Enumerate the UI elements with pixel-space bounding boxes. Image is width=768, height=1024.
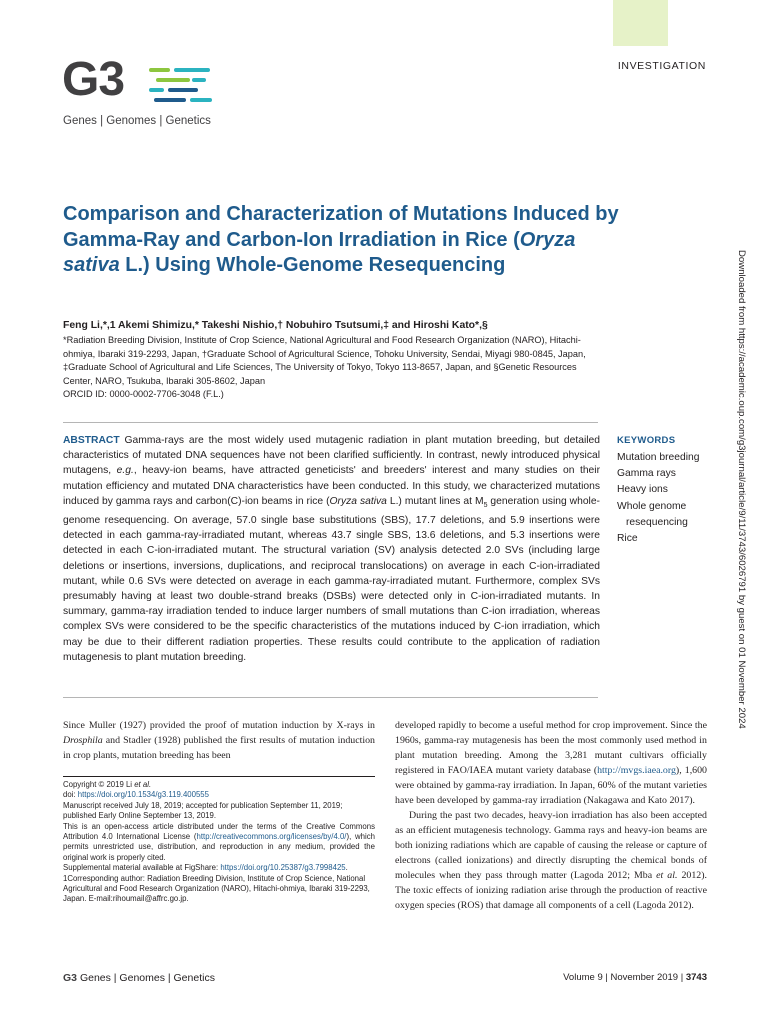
abstract: ABSTRACT Gamma-rays are the most widely used mutagenic radiation in plant mutation breeding, but detailed characteristics of mutated DNA sequences have not been clarified sufficiently. In contrast, newly introduced physical mutagens, e.g., heavy-ion beams, have attracted geneticists' and breeders' interest and many studies on their mutation efficiency and mutated DNA characteristics have been conducted. In this study, we characterized mutations induced by gamma rays and carbon(C)-ion beams in rice (Oryza sativa L.) mutant lines at $M_5$ generation using whole-genome resequencing. On average, 57.0 single base substitutions (SBS), 17.7 deletions, and 5.9 insertions were detected in each gamma-ray-irradiated mutant, whereas 43.7 single SBS, 13.6 deletions, and 5.3 insertions were detected in each C-ion-irradiated mutant. The structural variation (SV) analysis detected 2.0 SVs (including large deletions or insertions, inversions, duplications, and reciprocal translocations) on average in each C-ion-irradiated mutant, while 0.6 SVs were detected on average in each gamma-ray-irradiated mutant. Furthermore, complex SVs presumably having at least two double-strand breaks (DSBs) were detected only in C-ion-irradiated mutants. In summary, gamma-ray irradiation tended to induce larger numbers of small mutations than C-ion irradiation, whereas complex SVs were considered to be the specific characteristics of the mutations induced by C-ion irradiation, which may be due to their different radiation properties. These results could contribute to the application of radiation mutagenesis to plant mutation breeding. [63, 435, 600, 663]
supplemental-note: Supplemental material available at FigShare: https://doi.org/10.25387/g3.7998425. [63, 863, 348, 873]
footnote-rule [63, 776, 375, 777]
footnotes [63, 780, 375, 905]
keyword-item: Whole genome resequencing [617, 500, 688, 528]
journal-logo[interactable] [62, 53, 232, 132]
keyword-item: Rice [617, 533, 638, 545]
abstract-heading: ABSTRACT [63, 435, 120, 446]
footer-journal-logo: G3 Genes | Genomes | Genetics [63, 972, 215, 984]
orcid-id[interactable]: ORCID ID: 0000-0002-7706-3048 (F.L.) [63, 389, 224, 399]
body-paragraph: developed rapidly to become a useful method for crop improvement. Since the 1960s, gamma-ray mutagenesis has been the most commonly used method in plant mutation breeding. Among the 3,281 mutant cultivars officially registered in FAO/IAEA mutant variety database (http://mvgs.iaea.org), 1,600 were obtained by gamma-ray irradiation. In Japan, 60% of the mutant varieties have been developed by gamma-ray irradiation (Nakagawa and Kato 2017). [395, 720, 707, 806]
keywords-heading: KEYWORDS [617, 435, 676, 446]
body-column-left [63, 718, 375, 763]
logo-subtitle: Genes | Genomes | Genetics [63, 115, 211, 127]
footer-citation: Volume 9 | November 2019 | 3743 [563, 972, 707, 983]
section-label: INVESTIGATION [617, 60, 706, 72]
author-list: Feng Li,*,1 Akemi Shimizu,* Takeshi Nishio,† Nobuhiro Tsutsumi,‡ and Hiroshi Kato*,§ [63, 320, 488, 331]
logo-mark: G3 [62, 53, 125, 106]
logo-lines-icon [148, 66, 218, 110]
page-number: 3743 [685, 972, 707, 983]
body-column-right [395, 718, 707, 913]
received-note: Manuscript received July 18, 2019; accepted for publication September 11, 2019; published Early Online September 13, 2019. [63, 800, 343, 821]
intro-paragraph: Since Muller (1927) provided the proof of mutation induction by X-rays in Drosphila and Stadler (1928) published the first results of mutation induction in crop plants, mutation breeding has been [63, 720, 375, 761]
corresponding-author-note: 1Corresponding author: Radiation Breeding Division, Institute of Crop Science, National Agricultural and Food Research Organization (NARO), Hitachi-ohmiya, Ibaraki 319-2293, Japan. E-mail:rihoumail@affrc.go.jp. [63, 873, 370, 904]
top-color-tab [613, 0, 668, 46]
keywords-list [617, 450, 717, 547]
doi-note: doi: https://doi.org/10.1534/g3.119.400555 [63, 790, 209, 800]
download-note: Downloaded from https://academic.oup.com/g3journal/article/9/11/3743/6026791 by guest on 01 November 2024 [736, 250, 747, 729]
body-paragraph: During the past two decades, heavy-ion irradiation has also been accepted as an efficient mutagenesis technology. Gamma rays and heavy-ion beams are both ionizing radiations which are capable of causing the release or capture of electrons (called ionizations) and directly disrupting the chemical bonds of molecules when they pass through matter (Lagoda 2012; Mba et al. 2012). The toxic effects of ionizing radiation arise through the production of reactive oxygen species (ROS) that damage all components of a cell (Lagoda 2012). [395, 810, 707, 911]
article-title: Comparison and Characterization of Mutations Induced by Gamma-Ray and Carbon-Ion Irradiation in Rice (Oryza sativa L.) Using Whole-Genome Resequencing [63, 203, 619, 276]
abstract-bottom-rule [63, 697, 598, 698]
doi-link[interactable]: https://doi.org/10.1534/g3.119.400555 [77, 790, 209, 800]
keyword-item: Heavy ions [617, 484, 668, 496]
supplemental-link[interactable]: https://doi.org/10.25387/g3.7998425 [220, 863, 346, 873]
affiliations: *Radiation Breeding Division, Institute of Crop Science, National Agricultural and Food Research Organization (NARO), Hitachi-ohmiya, Ibaraki 319-2293, Japan, †Graduate School of Agricultural Science, Tohoku University, Sendai, Miyagi 980-0845, Japan, ‡Graduate School of Agricultural and Life Sciences, The University of Tokyo, Tokyo 113-8657, Japan, and §Genetic Resources Center, NARO, Tsukuba, Ibaraki 305-8602, Japan [63, 335, 586, 386]
keyword-item: Mutation breeding [617, 452, 700, 463]
copyright-note: Copyright © 2019 Li et al. [63, 780, 152, 789]
license-note: This is an open-access article distributed under the terms of the Creative Commons Attribution 4.0 International License (http://creativecommons.org/licenses/by/4.0/), which permits unrestricted use, distribution, and reproduction in any medium, provided the original work is properly cited. [63, 821, 375, 862]
keyword-item: Gamma rays [617, 468, 676, 480]
database-link[interactable]: http://mvgs.iaea.org [597, 765, 676, 776]
abstract-top-rule [63, 422, 598, 423]
download-sidebar [727, 250, 767, 900]
license-link[interactable]: http://creativecommons.org/licenses/by/4.0/ [196, 832, 347, 842]
